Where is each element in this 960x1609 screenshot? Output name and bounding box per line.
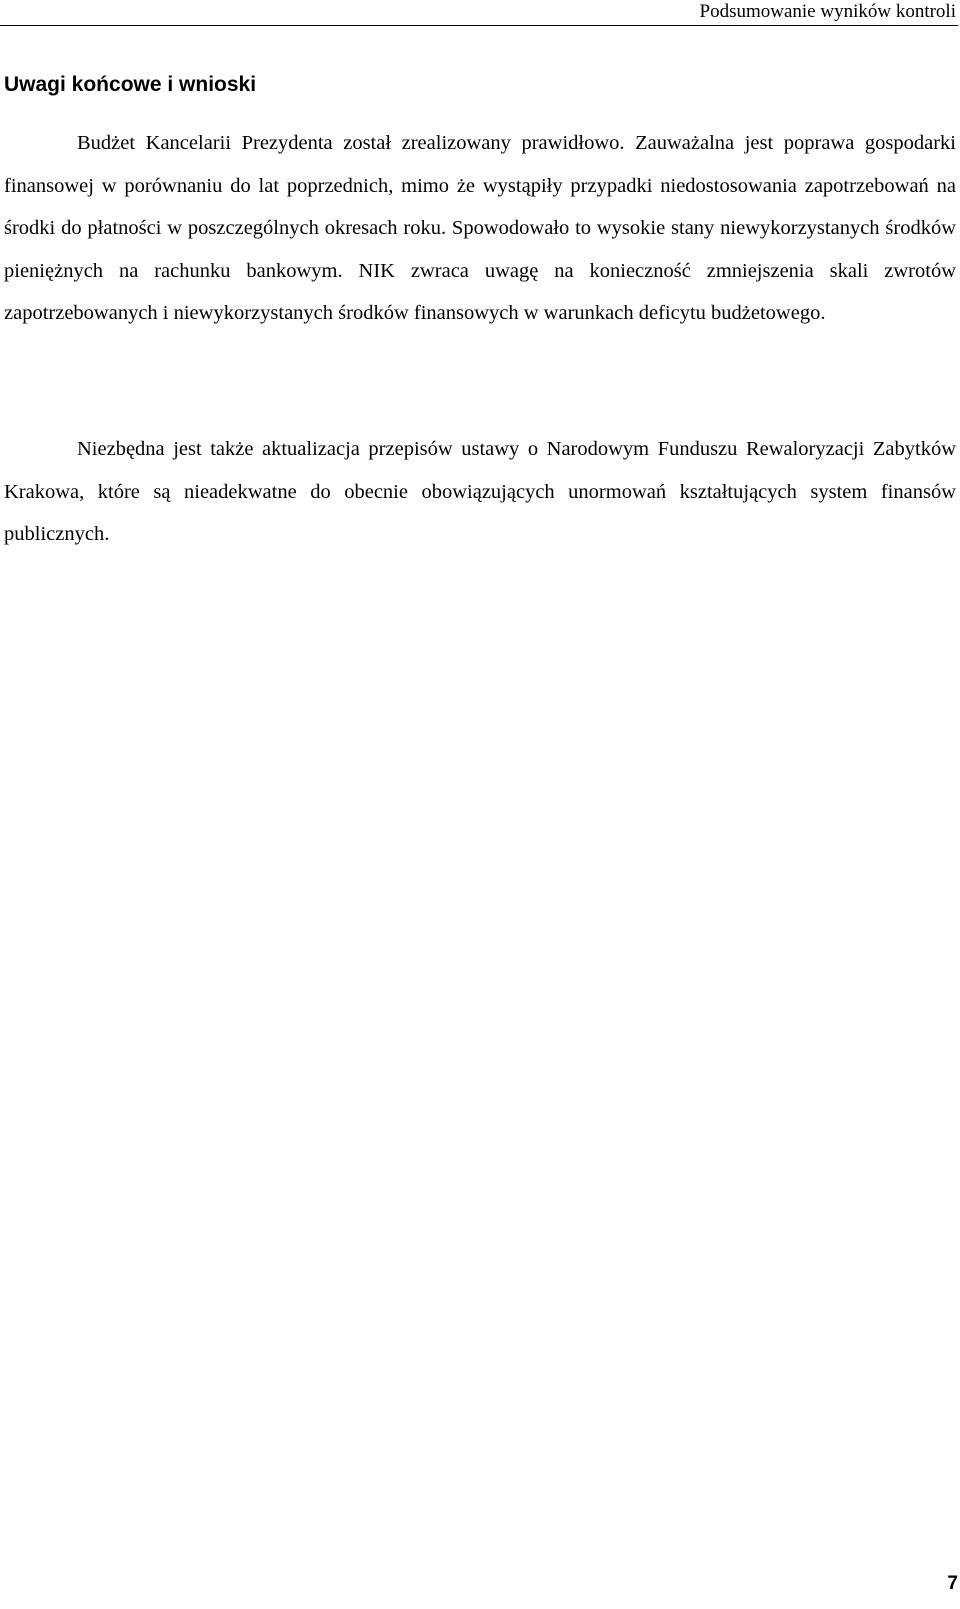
running-header — [0, 0, 958, 26]
running-header-title: Podsumowanie wyników kontroli — [699, 1, 956, 22]
body-paragraph-1: Budżet Kancelarii Prezydenta został zrealizowany prawidłowo. Zauważalna jest poprawa gospodarki finansowej w porównaniu do lat poprzednich, mimo że wystąpiły przypadki niedostosowania zapotrzebowań na środki do płatności w poszczególnych okresach roku. Spowodowało to wysokie stany niewykorzystanych środków pieniężnych na rachunku bankowym. NIK zwraca uwagę na konieczność zmniejszenia skali zwrotów zapotrzebowanych i niewykorzystanych środków finansowych w warunkach deficytu budżetowego. — [4, 132, 956, 324]
body-paragraph-2: Niezbędna jest także aktualizacja przepisów ustawy o Narodowym Funduszu Rewaloryzacji Zabytków Krakowa, które są nieadekwatne do obecnie obowiązujących unormowań kształtujących system finansów publicznych. — [4, 438, 956, 545]
section-title: Uwagi końcowe i wnioski — [4, 73, 257, 96]
page-number: 7 — [947, 1573, 958, 1594]
